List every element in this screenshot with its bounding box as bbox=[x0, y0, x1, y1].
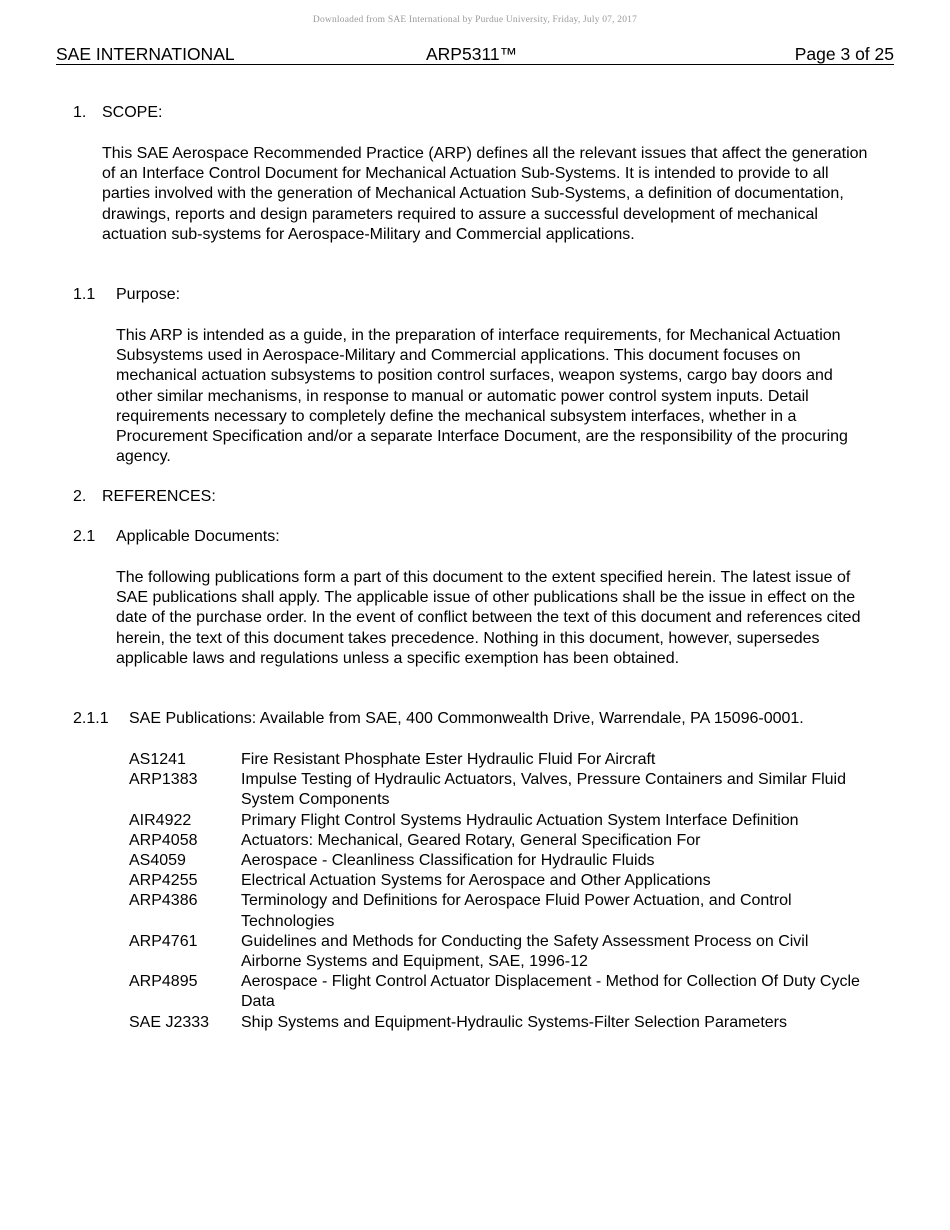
publication-code: ARP4761 bbox=[129, 932, 198, 950]
publication-row bbox=[129, 871, 869, 891]
publication-code: AIR4922 bbox=[129, 811, 192, 829]
publication-title: Aerospace - Flight Control Actuator Displacement - Method for Collection Of Duty Cycle Data bbox=[241, 973, 860, 1011]
section-title: SAE Publications: Available from SAE, 400 Commonwealth Drive, Warrendale, PA 15096-0001. bbox=[129, 710, 804, 727]
page-header bbox=[56, 44, 894, 65]
publication-title: Electrical Actuation Systems for Aerospace and Other Applications bbox=[241, 872, 711, 890]
section-paragraph: This ARP is intended as a guide, in the preparation of interface requirements, for Mechanical Actuation Subsystems used in Aerospace-Military and Commercial applications. This document focuses on mechanical actuation subsystems to position control surfaces, weapon systems, cargo bay doors and other similar mechanisms, in response to manual or automatic power control system inputs. Detail requirements necessary to completely define the mechanical subsystem interfaces, whether in a Procurement Specification and/or a separate Interface Document, are the responsibility of the procuring agency. bbox=[116, 327, 848, 466]
publication-row bbox=[129, 851, 869, 871]
publications-list bbox=[129, 750, 869, 1033]
publication-code: ARP4386 bbox=[129, 892, 198, 910]
publication-row bbox=[129, 891, 869, 931]
publication-title: Guidelines and Methods for Conducting the Safety Assessment Process on Civil Airborne Systems and Equipment, SAE, 1996-12 bbox=[241, 932, 809, 971]
publication-row bbox=[129, 1013, 869, 1033]
section-number: 1.1 bbox=[73, 286, 96, 303]
publication-row bbox=[129, 831, 869, 851]
section-title: Applicable Documents: bbox=[116, 528, 280, 545]
publication-row bbox=[129, 770, 869, 810]
section-number: 2.1 bbox=[73, 528, 96, 545]
publication-code: ARP1383 bbox=[129, 771, 198, 789]
section-number: 2.1.1 bbox=[73, 710, 109, 727]
publication-row bbox=[129, 750, 869, 770]
header-page-number: Page 3 of 25 bbox=[794, 44, 894, 64]
publication-code: SAE J2333 bbox=[129, 1013, 210, 1031]
publication-title: Impulse Testing of Hydraulic Actuators, Valves, Pressure Containers and Similar Fluid System Components bbox=[241, 771, 847, 809]
header-organization: SAE INTERNATIONAL bbox=[56, 44, 235, 64]
section-number: 2. bbox=[73, 488, 87, 505]
publication-row bbox=[129, 811, 869, 831]
publication-code: ARP4058 bbox=[129, 831, 198, 849]
publication-title: Primary Flight Control Systems Hydraulic Actuation System Interface Definition bbox=[241, 811, 799, 829]
publication-code: ARP4895 bbox=[129, 973, 198, 991]
publication-row bbox=[129, 972, 869, 1012]
section-paragraph: The following publications form a part of this document to the extent specified herein. The latest issue of SAE publications shall apply. The applicable issue of other publications shall be the issue in effect on the date of the purchase order. In the event of conflict between the text of this document and references cited herein, the text of this document takes precedence. Nothing in this document, however, supersedes applicable laws and regulations unless a specific exemption has been obtained. bbox=[116, 569, 861, 667]
section-title: REFERENCES: bbox=[102, 488, 216, 505]
section-title: Purpose: bbox=[116, 286, 181, 303]
publication-title: Actuators: Mechanical, Geared Rotary, General Specification For bbox=[241, 831, 701, 849]
publication-code: AS1241 bbox=[129, 751, 186, 768]
publication-code: ARP4255 bbox=[129, 872, 198, 890]
publication-title: Terminology and Definitions for Aerospace Fluid Power Actuation, and Control Technologies bbox=[241, 892, 792, 930]
publication-row bbox=[129, 932, 869, 972]
section-paragraph: This SAE Aerospace Recommended Practice (ARP) defines all the relevant issues that affect the generation of an Interface Control Document for Mechanical Actuation Sub-Systems. It is intended to provide to all parties involved with the generation of Mechanical Actuation Sub-Systems, a definition of documentation, drawings, reports and design parameters required to assure a successful development of mechanical actuation sub-systems for Aerospace-Military and Commercial applications. bbox=[102, 145, 868, 243]
publication-title: Aerospace - Cleanliness Classification for Hydraulic Fluids bbox=[241, 852, 655, 870]
publication-code: AS4059 bbox=[129, 852, 186, 870]
section-title: SCOPE: bbox=[102, 104, 163, 121]
section-number: 1. bbox=[73, 104, 87, 121]
publication-title: Fire Resistant Phosphate Ester Hydraulic Fluid For Aircraft bbox=[241, 751, 656, 768]
header-document-number: ARP5311™ bbox=[426, 44, 518, 64]
download-watermark: Downloaded from SAE International by Purdue University, Friday, July 07, 2017 bbox=[312, 15, 638, 25]
publication-title: Ship Systems and Equipment-Hydraulic Systems-Filter Selection Parameters bbox=[241, 1013, 787, 1031]
